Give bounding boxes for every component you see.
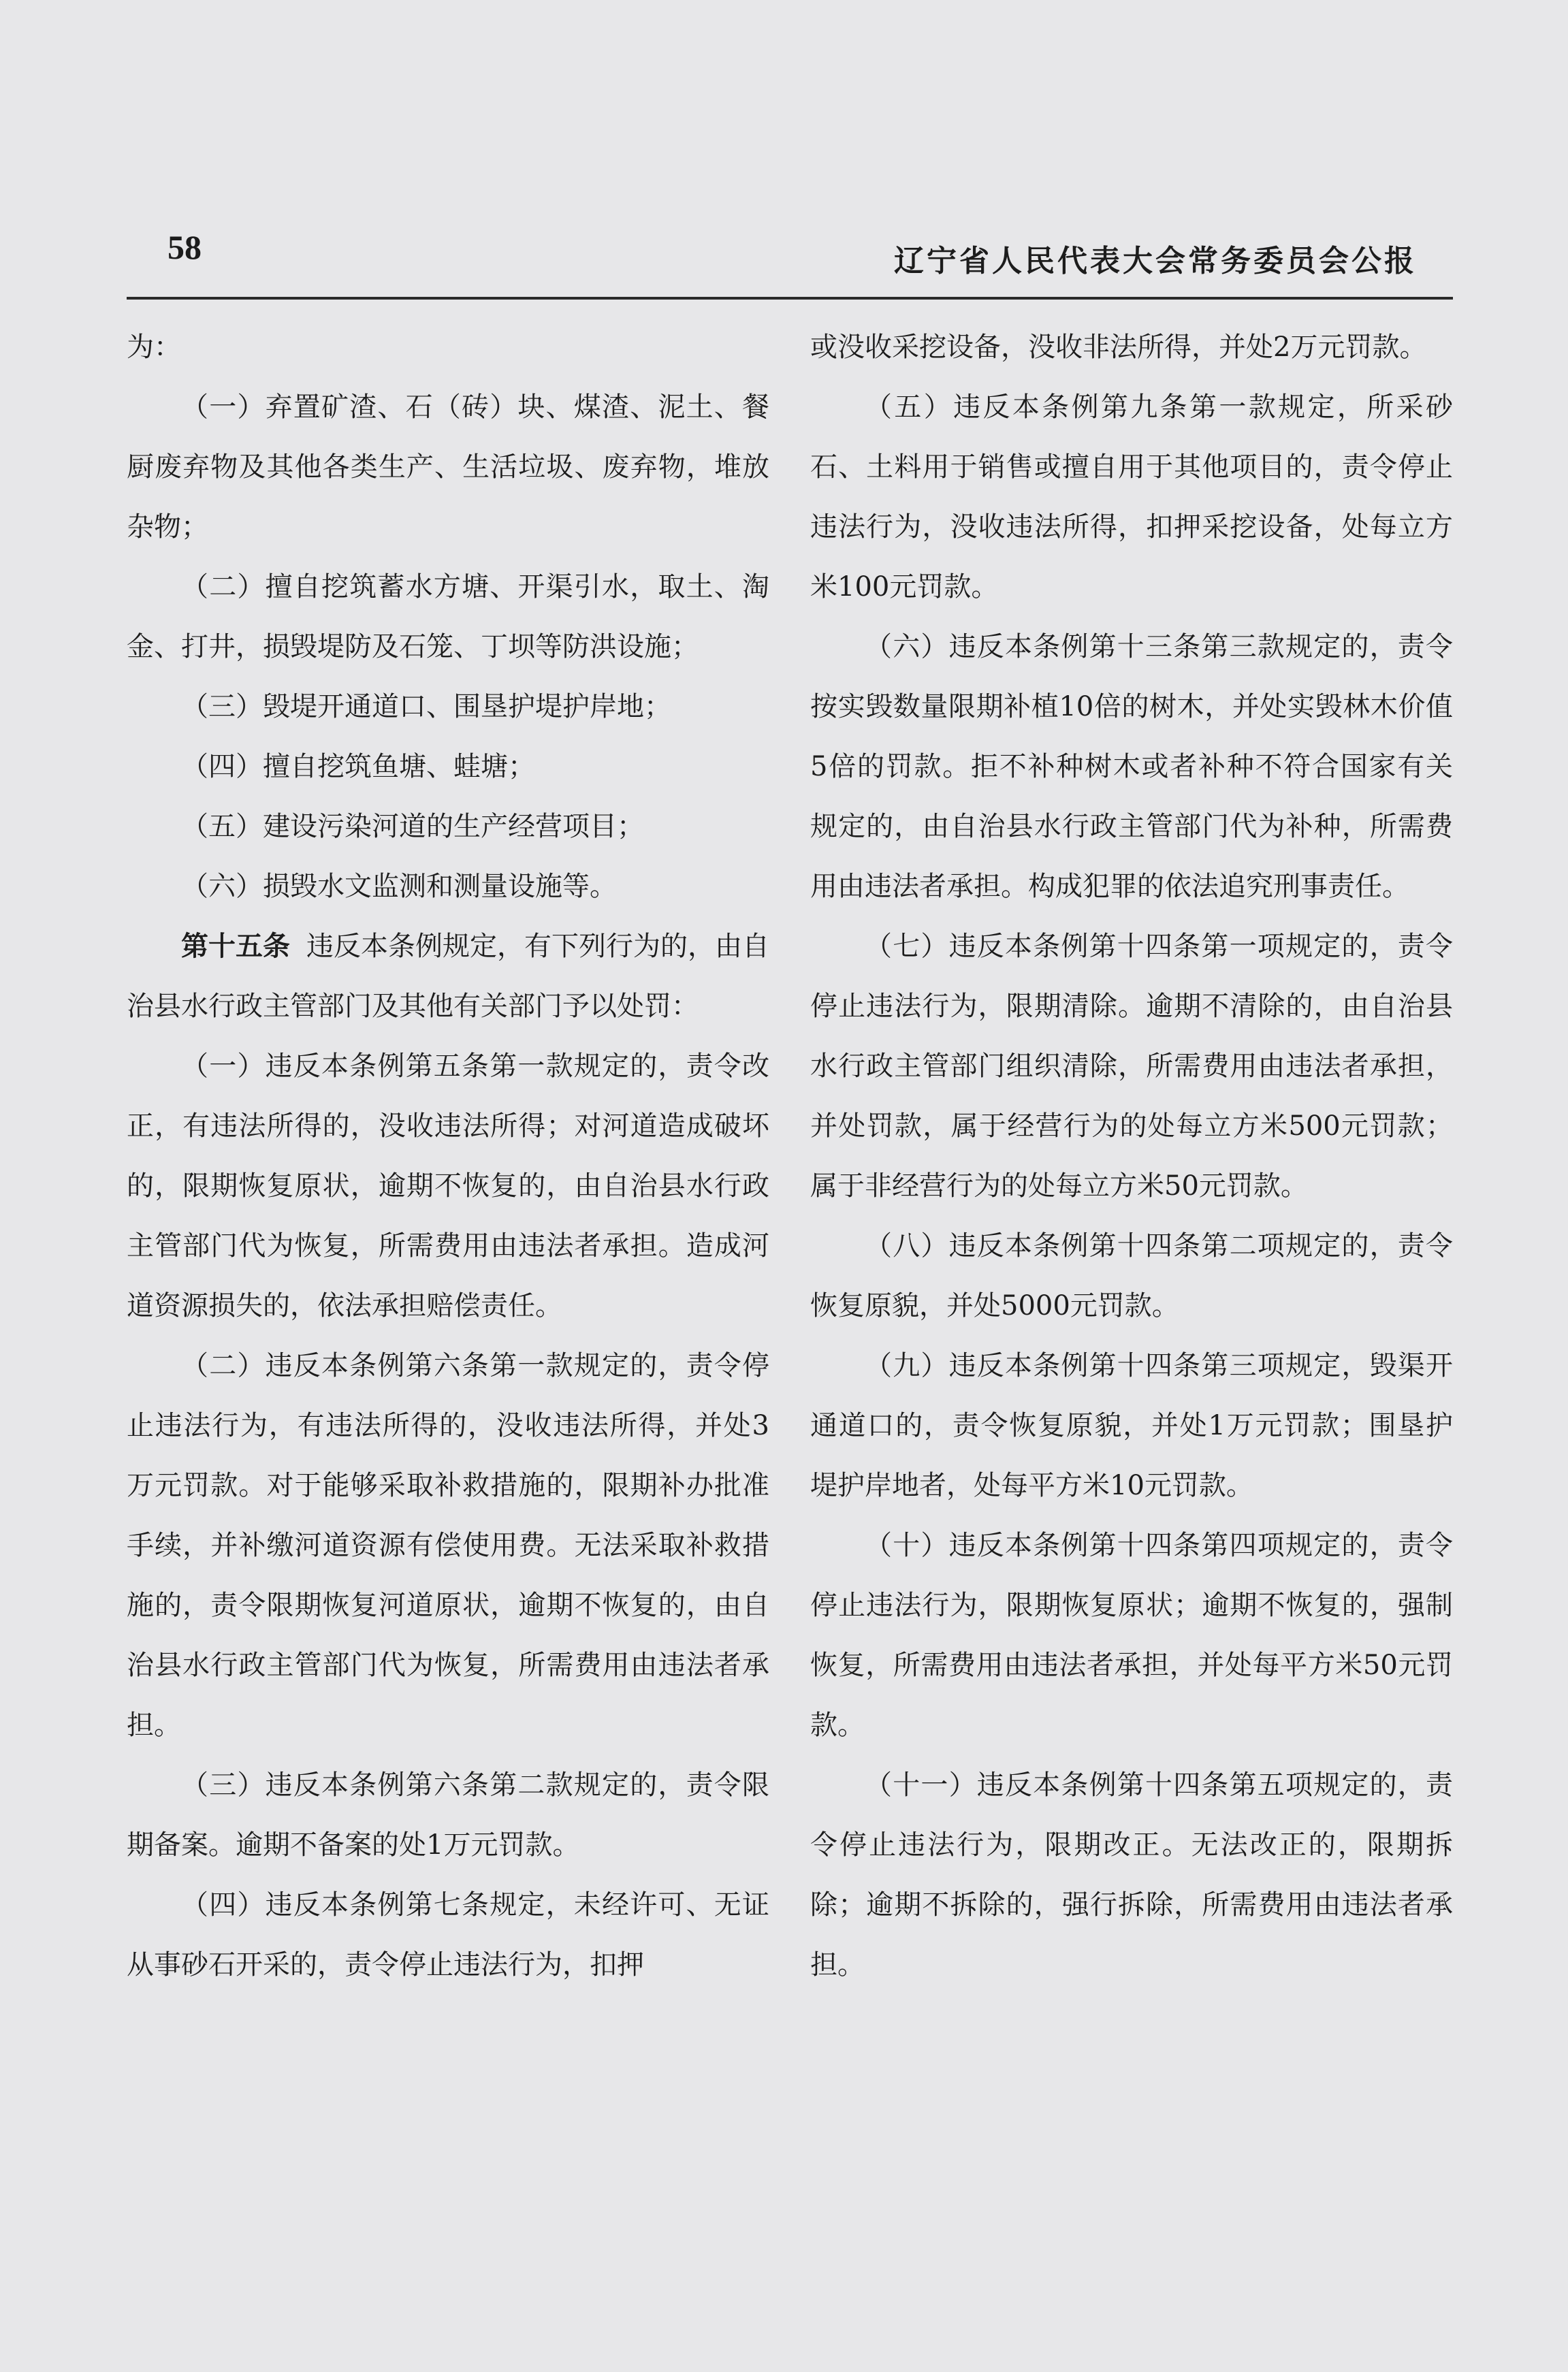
- right-column: [810, 317, 1453, 1995]
- paragraph: （十）违反本条例第十四条第四项规定的，责令停止违法行为，限期恢复原状；逾期不恢复的，强制恢复，所需费用由违法者承担，并处每平方米50元罚款。: [810, 1530, 1453, 1741]
- paragraph: （四）违反本条例第七条规定，未经许可、无证从事砂石开采的，责令停止违法行为，扣押: [127, 1889, 769, 1981]
- paragraph: （七）违反本条例第十四条第一项规定的，责令停止违法行为，限期清除。逾期不清除的，由自治县水行政主管部门组织清除，所需费用由违法者承担，并处罚款，属于经营行为的处每立方米500元罚款；属于非经营行为的处每立方米50元罚款。: [810, 931, 1453, 1202]
- paragraph: （二）违反本条例第六条第一款规定的，责令停止违法行为，有违法所得的，没收违法所得，并处3万元罚款。对于能够采取补救措施的，限期补办批准手续，并补缴河道资源有偿使用费。无法采取补救措施的，责令限期恢复河道原状，逾期不恢复的，由自治县水行政主管部门代为恢复，所需费用由违法者承担。: [127, 1350, 769, 1741]
- page-number: 58: [167, 228, 202, 266]
- paragraph: （一）弃置矿渣、石（砖）块、煤渣、泥土、餐厨废弃物及其他各类生产、生活垃圾、废弃物，堆放杂物；: [127, 391, 769, 543]
- paragraph: （三）毁堤开通道口、围垦护堤护岸地；: [181, 691, 671, 722]
- paragraph: （四）擅自挖筑鱼塘、蛙塘；: [181, 751, 535, 782]
- paragraph: 为：: [127, 332, 181, 363]
- paragraph: （二）擅自挖筑蓄水方塘、开渠引水，取土、淘金、打井，损毁堤防及石笼、丁坝等防洪设施；: [127, 571, 769, 662]
- article-body: 违反本条例规定，有下列行为的，由自治县水行政主管部门及其他有关部门予以处罚：: [127, 931, 769, 1022]
- paragraph: （十一）违反本条例第十四条第五项规定的，责令停止违法行为，限期改正。无法改正的，限期拆除；逾期不拆除的，强行拆除，所需费用由违法者承担。: [810, 1769, 1453, 1981]
- paragraph: （五）违反本条例第九条第一款规定，所采砂石、土料用于销售或擅自用于其他项目的，责令停止违法行为，没收违法所得，扣押采挖设备，处每立方米100元罚款。: [810, 391, 1453, 603]
- publication-title: 辽宁省人民代表大会常务委员会公报: [894, 244, 1417, 278]
- paragraph: （三）违反本条例第六条第二款规定的，责令限期备案。逾期不备案的处1万元罚款。: [127, 1769, 769, 1861]
- paragraph: （五）建设污染河道的生产经营项目；: [181, 811, 644, 842]
- paragraph: （八）违反本条例第十四条第二项规定的，责令恢复原貌，并处5000元罚款。: [810, 1230, 1453, 1321]
- paragraph: （一）违反本条例第五条第一款规定的，责令改正，有违法所得的，没收违法所得；对河道造成破坏的，限期恢复原状，逾期不恢复的，由自治县水行政主管部门代为恢复，所需费用由违法者承担。造成河道资源损失的，依法承担赔偿责任。: [127, 1051, 769, 1321]
- article-paragraph: [127, 916, 769, 1036]
- paragraph: 或没收采挖设备，没收非法所得，并处2万元罚款。: [810, 332, 1427, 363]
- paragraph: （九）违反本条例第十四条第三项规定，毁渠开通道口的，责令恢复原貌，并处1万元罚款；围垦护堤护岸地者，处每平方米10元罚款。: [810, 1350, 1453, 1501]
- left-column: [127, 317, 769, 1995]
- article-heading: 第十五条: [181, 930, 290, 962]
- header-divider: [127, 297, 1453, 300]
- paragraph: （六）损毁水文监测和测量设施等。: [181, 871, 617, 902]
- paragraph: （六）违反本条例第十三条第三款规定的，责令按实毁数量限期补植10倍的树木，并处实毁林木价值5倍的罚款。拒不补种树木或者补种不符合国家有关规定的，由自治县水行政主管部门代为补种，所需费用由违法者承担。构成犯罪的依法追究刑事责任。: [810, 631, 1453, 902]
